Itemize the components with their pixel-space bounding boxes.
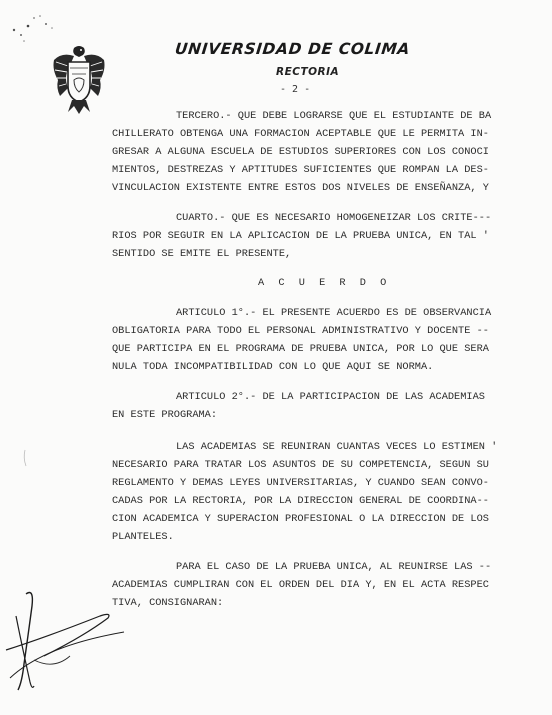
text-line: TIVA, CONSIGNARAN: <box>112 597 224 609</box>
section-heading: A C U E R D O <box>258 277 391 289</box>
text-line: RIOS POR SEGUIR EN LA APLICACION DE LA PRUEBA UNICA, EN TAL ' <box>112 230 489 242</box>
scan-mark <box>20 448 30 468</box>
text-line: ARTICULO 1°.- EL PRESENTE ACUERDO ES DE OBSERVANCIA <box>176 307 492 319</box>
text-line: CHILLERATO OBTENGA UNA FORMACION ACEPTABLE QUE LE PERMITA IN- <box>112 128 489 140</box>
text-line: NECESARIO PARA TRATAR LOS ASUNTOS DE SU COMPETENCIA, SEGUN SU <box>112 459 489 471</box>
text-line: CADAS POR LA RECTORIA, POR LA DIRECCION GENERAL DE COORDINA-- <box>112 495 489 507</box>
text-line: ARTICULO 2°.- DE LA PARTICIPACION DE LAS ACADEMIAS <box>176 391 485 403</box>
text-line: CION ACADEMICA Y SUPERACION PROFESIONAL O LA DIRECCION DE LOS <box>112 513 489 525</box>
text-line: PLANTELES. <box>112 531 174 543</box>
text-line: NULA TODA INCOMPATIBILIDAD CON LO QUE AQUI SE NORMA. <box>112 361 434 373</box>
text-line: REGLAMENTO Y DEMAS LEYES UNIVERSITARIAS, Y CUANDO SEAN CONVO- <box>112 477 489 489</box>
handwritten-signature <box>4 586 134 696</box>
scan-specks <box>4 8 74 48</box>
text-line: CUARTO.- QUE ES NECESARIO HOMOGENEIZAR LOS CRITE--- <box>176 212 492 224</box>
text-line: VINCULACION EXISTENTE ENTRE ESTOS DOS NIVELES DE ENSEÑANZA, Y <box>112 182 489 194</box>
university-eagle-crest-icon <box>50 44 108 114</box>
text-line: TERCERO.- QUE DEBE LOGRARSE QUE EL ESTUDIANTE DE BA <box>176 110 492 122</box>
text-line: OBLIGATORIA PARA TODO EL PERSONAL ADMINISTRATIVO Y DOCENTE -- <box>112 325 489 337</box>
text-line: ACADEMIAS CUMPLIRAN CON EL ORDEN DEL DIA Y, EN EL ACTA RESPEC <box>112 579 489 591</box>
page-number: - 2 - <box>280 84 311 95</box>
text-line: GRESAR A ALGUNA ESCUELA DE ESTUDIOS SUPERIORES CON LOS CONOCI <box>112 146 489 158</box>
institution-name: UNIVERSIDAD DE COLIMA <box>174 40 411 58</box>
text-line: LAS ACADEMIAS SE REUNIRAN CUANTAS VECES LO ESTIMEN ' <box>176 441 498 453</box>
text-line: SENTIDO SE EMITE EL PRESENTE, <box>112 248 292 260</box>
office-name: RECTORIA <box>276 66 340 78</box>
text-line: QUE PARTICIPA EN EL PROGRAMA DE PRUEBA UNICA, POR LO QUE SERA <box>112 343 489 355</box>
text-line: MIENTOS, DESTREZAS Y APTITUDES SUFICIENTES QUE ROMPAN LA DES- <box>112 164 489 176</box>
text-line: PARA EL CASO DE LA PRUEBA UNICA, AL REUNIRSE LAS -- <box>176 561 492 573</box>
text-line: EN ESTE PROGRAMA: <box>112 409 218 421</box>
